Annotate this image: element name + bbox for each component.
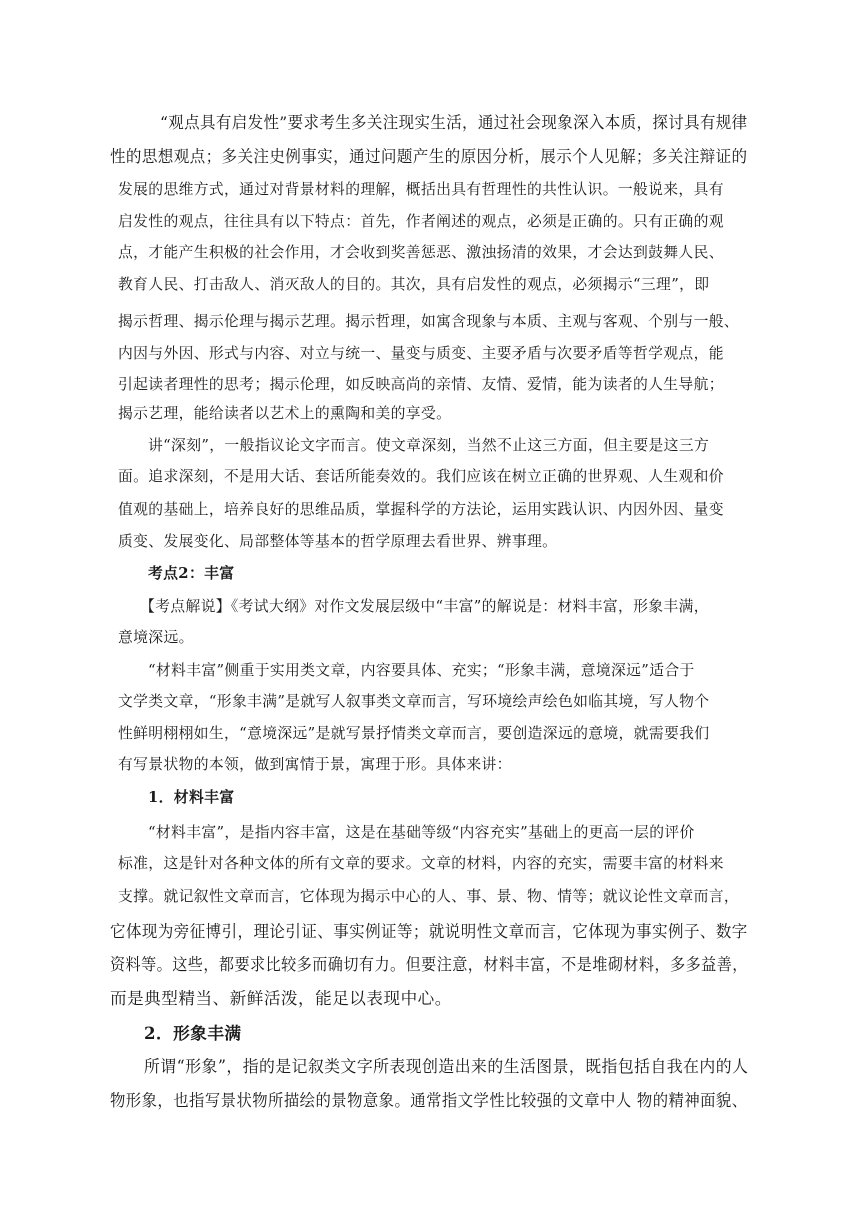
paragraph-line: 而是典型精当、新鲜活泼，能足以表现中心。: [110, 989, 452, 1008]
paragraph-line: 有写景状物的本领，做到寓情于景，寓理于形。具体来讲：: [118, 756, 512, 773]
paragraph-line: 揭示艺理，能给读者以艺术上的熏陶和美的享受。: [118, 405, 452, 422]
paragraph-line: 启发性的观点，往往具有以下特点：首先，作者阐述的观点，必须是正确的。只有正确的观: [118, 213, 724, 230]
paragraph-line: 意境深远。: [118, 629, 194, 646]
paragraph-line: 物形象，也指写景状物所描绘的景物意象。通常指文学性比较强的文章中人 物的精神面貌、: [110, 1091, 748, 1110]
paragraph-line: 标准，这是针对各种文体的所有文章的要求。文章的材料，内容的充实，需要丰富的材料来: [118, 855, 724, 872]
paragraph-line: “材料丰富”，是指内容丰富，这是在基础等级“内容充实”基础上的更高一层的评价: [148, 824, 695, 841]
paragraph-line: 性的思想观点；多关注史例事实，通过问题产生的原因分析，展示个人见解；多关注辩证的: [110, 147, 748, 166]
paragraph-line: 文学类文章，“形象丰满”是就写人叙事类文章而言，写环境绘声绘色如临其境，写人物个: [118, 693, 710, 710]
paragraph-line: 点，才能产生积极的社会作用，才会收到奖善惩恶、激浊扬清的效果，才会达到鼓舞人民、: [118, 244, 724, 261]
paragraph-line: 所谓“形象”，指的是记叙类文字所表现创造出来的生活图景，既指包括自我在内的人: [144, 1057, 749, 1076]
paragraph-line: “观点具有启发性”要求考生多关注现实生活，通过社会现象深入本质，探讨具有规律: [160, 113, 748, 132]
section-heading: 考点2：丰富: [148, 565, 235, 582]
paragraph-line: 揭示哲理、揭示伦理与揭示艺理。揭示哲理，如寓含现象与本质、主观与客观、个别与一般、: [118, 313, 740, 330]
paragraph-line: “材料丰富”侧重于实用类文章，内容要具体、充实；“形象丰满，意境深远”适合于: [148, 662, 695, 679]
paragraph-line: 教育人民、打击敌人、消灭敌人的目的。其次，具有启发性的观点，必须揭示“三理”，即: [118, 276, 710, 293]
paragraph-line: 发展的思维方式，通过对背景材料的理解，概括出具有哲理性的共性认识。一般说来，具有: [118, 181, 724, 198]
paragraph-line: 【考点解说】《考试大纲》对作文发展层级中“丰富”的解说是：材料丰富，形象丰满，: [140, 598, 709, 615]
paragraph-line: 讲“深刻”，一般指议论文字而言。使文章深刻，当然不止这三方面，但主要是这三方: [148, 437, 710, 454]
paragraph-line: 面。追求深刻，不是用大话、套话所能奏效的。我们应该在树立正确的世界观、人生观和价: [118, 468, 724, 485]
paragraph-line: 引起读者理性的思考；揭示伦理，如反映高尚的亲情、友情、爱情，能为读者的人生导航；: [118, 376, 724, 393]
subsection-heading: 1．材料丰富: [148, 789, 235, 806]
subsection-heading: 2．形象丰满: [144, 1023, 242, 1043]
paragraph-line: 它体现为旁征博引，理论引证、事实例证等；就说明性文章而言，它体现为事实例子、数字: [110, 922, 748, 941]
paragraph-line: 性鲜明栩栩如生，“意境深远”是就写景抒情类文章而言，要创造深远的意境，就需要我们: [118, 725, 710, 742]
paragraph-line: 值观的基础上，培养良好的思维品质，掌握科学的方法论，运用实践认识、内因外因、量变: [118, 501, 724, 518]
paragraph-line: 质变、发展变化、局部整体等基本的哲学原理去看世界、辨事理。: [118, 533, 558, 550]
paragraph-line: 支撑。就记叙性文章而言，它体现为揭示中心的人、事、景、物、情等；就议论性文章而言，: [118, 888, 740, 905]
paragraph-line: 内因与外因、形式与内容、对立与统一、量变与质变、主要矛盾与次要矛盾等哲学观点，能: [118, 345, 724, 362]
paragraph-line: 资料等。这些，都要求比较多而确切有力。但要注意，材料丰富，不是堆砌材料，多多益善，: [110, 955, 748, 974]
